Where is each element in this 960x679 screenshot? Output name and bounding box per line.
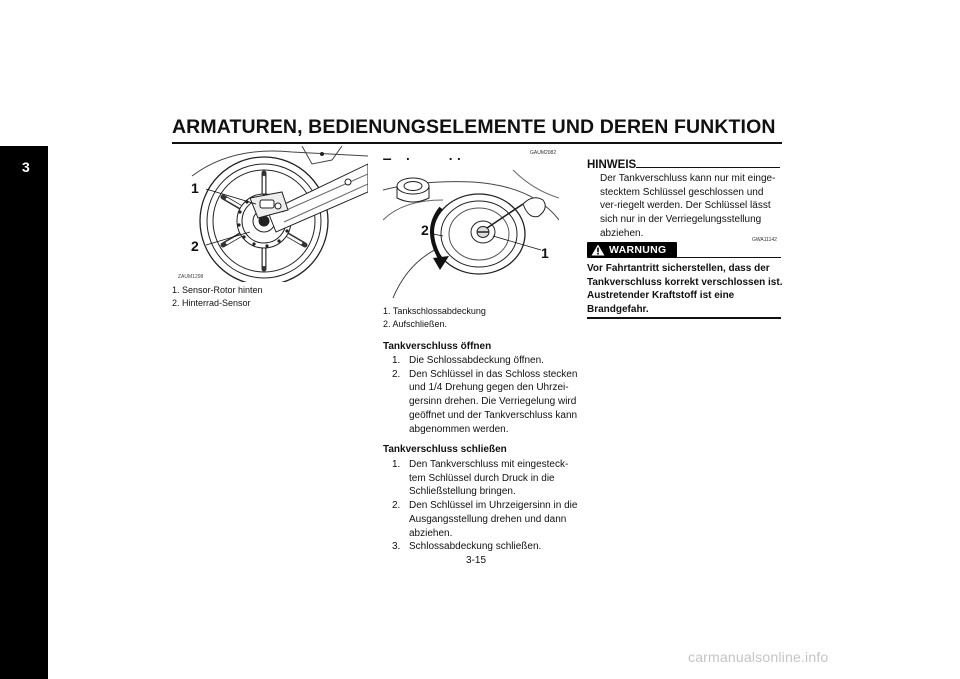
legend-item: 2. Aufschließen.: [383, 318, 448, 329]
warning-triangle-icon: [587, 242, 609, 258]
close-steps: [383, 458, 579, 554]
warning-end-rule: [587, 317, 781, 319]
callout-2: 2: [421, 222, 429, 238]
chapter-number: 3: [22, 159, 30, 175]
close-heading: Tankverschluss schließen: [383, 444, 507, 455]
notice-text: Der Tankverschluss kann nur mit einge-stecktem Schlüssel geschlossen und ver-riegelt werden. Der Schlüssel lässt sich nur in der Verriegelungsstellung abziehen.: [600, 173, 776, 239]
watermark: carmanualsonline.info: [688, 649, 829, 665]
legend-item: 1. Sensor-Rotor hinten: [172, 285, 263, 295]
step-text: Schlossabdeckung schließen.: [409, 541, 542, 553]
list-item: [383, 499, 579, 540]
step-number: 1.: [392, 459, 401, 470]
legend-item: 2. Hinterrad-Sensor: [172, 297, 251, 308]
step-number: 2.: [392, 368, 401, 380]
step-text: Den Tankverschluss mit eingesteck-tem Schlüssel durch Druck in die Schließstellung bringen.: [409, 459, 569, 498]
warning-text: Vor Fahrtantritt sicherstellen, dass der Tankverschluss korrekt verschlossen ist. Austretender Kraftstoff ist eine Brandgefahr.: [587, 263, 783, 316]
step-text: Den Schlüssel in das Schloss stecken und 1/4 Drehung gegen den Uhrzei-gersinn drehen. Die Verriegelung wird geöffnet und der Tankverschluss kann abgenommen werden.: [409, 368, 578, 435]
step-text: Die Schlossabdeckung öffnen.: [409, 355, 544, 366]
title-rule: [172, 142, 782, 144]
warning-rule: [677, 257, 781, 258]
legend-item: 1. Tankschlossabdeckung: [383, 306, 486, 316]
open-steps: [383, 354, 579, 436]
list-item: [383, 368, 579, 437]
page-title: ARMATUREN, BEDIENUNGSELEMENTE UND DEREN FUNKTION: [172, 116, 776, 138]
step-number: 3.: [392, 541, 401, 553]
notice-heading: HINWEIS: [587, 159, 637, 171]
figure-code: ZAUM1298: [178, 274, 204, 280]
chapter-tab: [0, 146, 48, 679]
figure1-legend: [172, 284, 263, 309]
step-number: 1.: [392, 355, 401, 366]
page-number: 3-15: [466, 555, 487, 566]
warning-badge: [587, 242, 677, 258]
fuel-cap-drawing: [383, 160, 559, 298]
section-code: GAUM2082: [530, 150, 557, 156]
list-item: [383, 540, 579, 554]
callout-1: 1: [541, 245, 549, 261]
notice-rule: [636, 167, 780, 168]
list-item: [383, 458, 579, 499]
step-number: 2.: [392, 500, 401, 512]
callout-2: 2: [191, 238, 199, 254]
callout-1: 1: [191, 180, 199, 196]
warning-label: WARNUNG: [609, 244, 667, 256]
rear-wheel-drawing: [172, 146, 368, 282]
list-item: [383, 354, 579, 368]
fuel-tank-cap-illustration: [383, 160, 559, 298]
figure2-legend: [383, 305, 486, 330]
rear-wheel-sensor-illustration: [172, 146, 368, 282]
step-text: Den Schlüssel im Uhrzeigersinn in die Ausgangsstellung drehen und dann abziehen.: [409, 500, 578, 539]
open-heading: Tankverschluss öffnen: [383, 341, 492, 352]
warning-code: GWA11142: [752, 237, 777, 243]
